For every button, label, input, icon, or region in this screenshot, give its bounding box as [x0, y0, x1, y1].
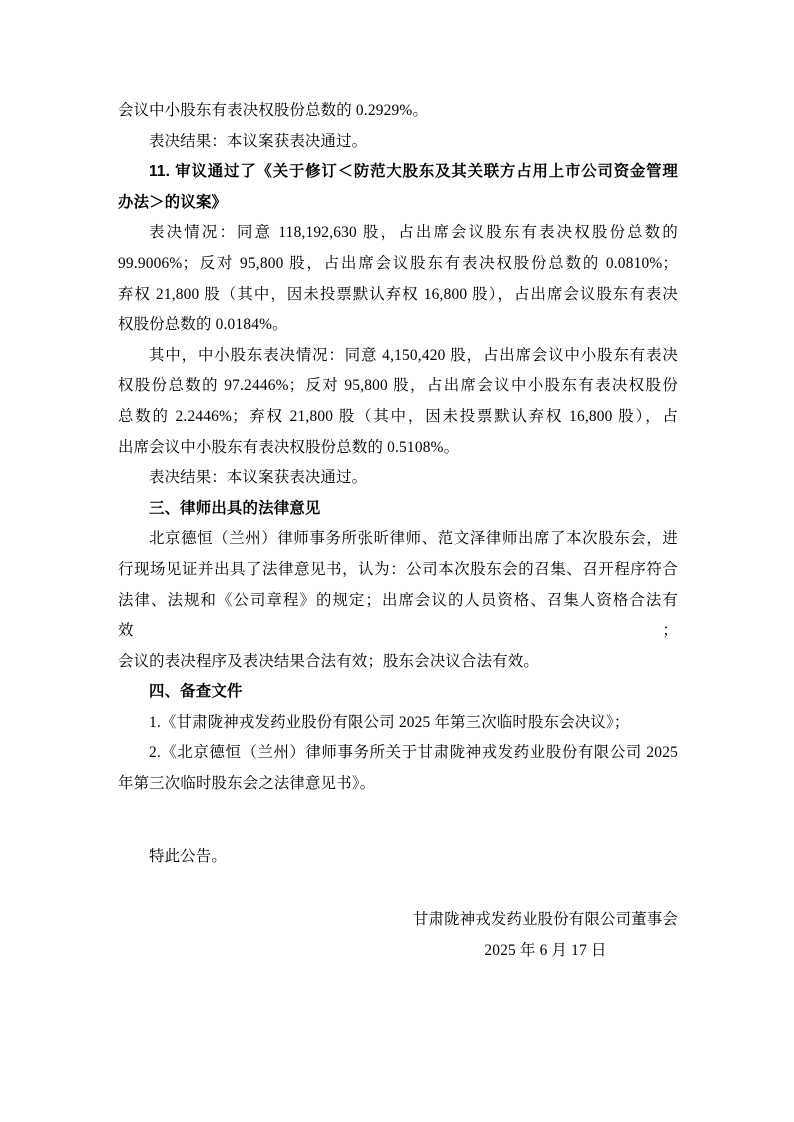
signature-block: [413, 905, 678, 966]
section-heading: [118, 677, 678, 708]
section-heading: [118, 494, 678, 525]
text-line: 99.9006%；反对 95,800 股，占出席会议股东有表决权股份总数的 0.0810%；: [118, 254, 678, 272]
text-line: 11. 审议通过了《关于修订＜防范大股东及其关联方占用上市公司资金管理: [149, 163, 678, 181]
text-line: 权股份总数的 97.2446%；反对 95,800 股，占出席会议中小股东有表决权股份: [118, 377, 678, 395]
text-line: 表决情况：同意 118,192,630 股，占出席会议股东有表决权股份总数的: [149, 224, 678, 242]
text-line: 表决结果：本议案获表决通过。: [149, 132, 368, 150]
text-line: 行现场见证并出具了法律意见书，认为：公司本次股东会的召集、召开程序符合: [118, 560, 678, 578]
text-line: 办法＞的议案》: [118, 193, 228, 211]
text-line: 权股份总数的 0.0184%。: [118, 316, 288, 334]
text-line: 年第三次临时股东会之法律意见书》。: [118, 775, 376, 793]
text-line: 法律、法规和《公司章程》的规定；出席会议的人员资格、召集人资格合法有效；: [118, 591, 678, 640]
paragraph: [118, 96, 678, 127]
text-line: 会议的表决程序及表决结果合法有效；股东会决议合法有效。: [118, 652, 539, 670]
document-body: [118, 96, 678, 966]
paragraph-list: [118, 96, 678, 800]
paragraph: [118, 218, 678, 340]
text-line: 总数的 2.2446%；弃权 21,800 股（其中，因未投票默认弃权 16,800 股），占: [118, 407, 678, 425]
closing-paragraph: [118, 842, 678, 873]
text-line: 出席会议中小股东有表决权股份总数的 0.5108%。: [118, 438, 460, 456]
paragraph: [118, 738, 678, 799]
signature-company: 甘肃陇神戎发药业股份有限公司董事会: [412, 911, 678, 929]
paragraph: [118, 524, 678, 677]
text-line: 表决结果：本议案获表决通过。: [149, 469, 368, 487]
paragraph: [118, 341, 678, 463]
section-heading: [118, 157, 678, 218]
text-line: 北京德恒（兰州）律师事务所张昕律师、范文泽律师出席了本次股东会，进: [149, 530, 678, 548]
paragraph: [118, 127, 678, 158]
text-line: 其中，中小股东表决情况：同意 4,150,420 股，占出席会议中小股东有表决: [149, 346, 678, 364]
text-line: 弃权 21,800 股（其中，因未投票默认弃权 16,800 股），占出席会议股东有表决: [118, 285, 678, 303]
text-line: 1.《甘肃陇神戎发药业股份有限公司 2025 年第三次临时股东会决议》；: [149, 713, 630, 731]
closing-text: 特此公告。: [149, 847, 227, 865]
text-line: 会议中小股东有表决权股份总数的 0.2929%。: [118, 102, 429, 119]
signature-date: 2025 年 6 月 17 日: [484, 941, 607, 959]
paragraph: [118, 708, 678, 739]
paragraph: [118, 463, 678, 494]
text-line: 2.《北京德恒（兰州）律师事务所关于甘肃陇神戎发药业股份有限公司 2025: [149, 744, 678, 762]
text-line: 三、律师出具的法律意见: [149, 499, 321, 517]
text-line: 四、备查文件: [149, 683, 243, 701]
